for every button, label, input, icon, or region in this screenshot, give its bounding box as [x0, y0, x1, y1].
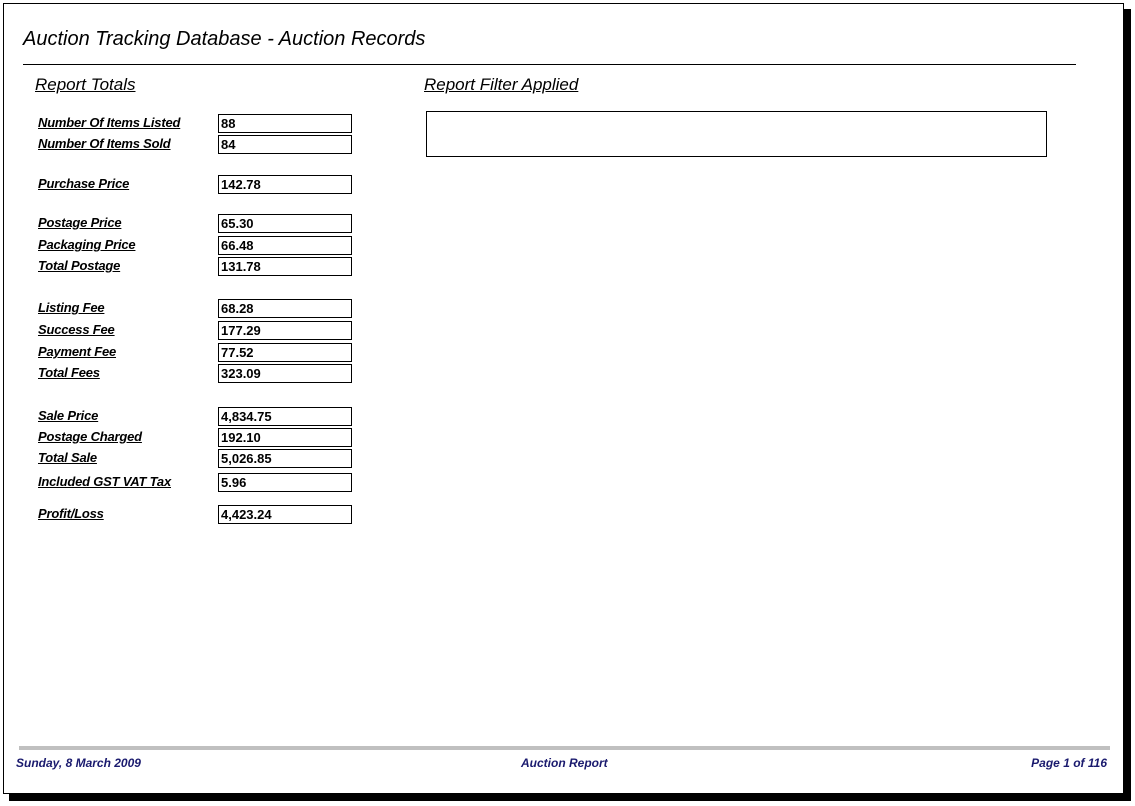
report-filter-box [426, 111, 1047, 157]
total-value-field: 142.78 [218, 175, 352, 194]
total-value-field: 77.52 [218, 343, 352, 362]
title-divider [23, 64, 1076, 65]
total-label: Number Of Items Sold [38, 136, 171, 151]
total-value-field: 65.30 [218, 214, 352, 233]
total-label: Profit/Loss [38, 506, 104, 521]
total-label: Postage Price [38, 215, 122, 230]
total-label: Listing Fee [38, 300, 105, 315]
total-value-field: 68.28 [218, 299, 352, 318]
report-filter-heading: Report Filter Applied [424, 75, 579, 94]
total-label: Sale Price [38, 408, 99, 423]
total-value-field: 84 [218, 135, 352, 154]
total-label: Total Sale [38, 450, 97, 465]
footer-date: Sunday, 8 March 2009 [16, 756, 141, 770]
total-value-field: 4,834.75 [218, 407, 352, 426]
total-label: Payment Fee [38, 344, 117, 359]
total-label: Total Fees [38, 365, 100, 380]
total-label: Postage Charged [38, 429, 142, 444]
total-value-field: 131.78 [218, 257, 352, 276]
total-label: Included GST VAT Tax [38, 474, 171, 489]
total-label: Purchase Price [38, 176, 130, 191]
report-totals-heading: Report Totals [35, 75, 136, 94]
total-value-field: 177.29 [218, 321, 352, 340]
total-label: Success Fee [38, 322, 115, 337]
footer-report-name: Auction Report [521, 756, 608, 770]
report-page [3, 3, 1124, 794]
total-label: Total Postage [38, 258, 121, 273]
total-value-field: 5.96 [218, 473, 352, 492]
footer-divider [19, 746, 1110, 750]
total-value-field: 5,026.85 [218, 449, 352, 468]
page-shadow-bottom [9, 794, 1131, 801]
total-value-field: 66.48 [218, 236, 352, 255]
total-label: Packaging Price [38, 237, 136, 252]
total-value-field: 323.09 [218, 364, 352, 383]
total-value-field: 4,423.24 [218, 505, 352, 524]
page-shadow-right [1124, 9, 1131, 801]
total-value-field: 88 [218, 114, 352, 133]
report-title: Auction Tracking Database - Auction Records [23, 28, 426, 50]
total-value-field: 192.10 [218, 428, 352, 447]
total-label: Number Of Items Listed [38, 115, 181, 130]
footer-page-number: Page 1 of 116 [1031, 756, 1107, 770]
